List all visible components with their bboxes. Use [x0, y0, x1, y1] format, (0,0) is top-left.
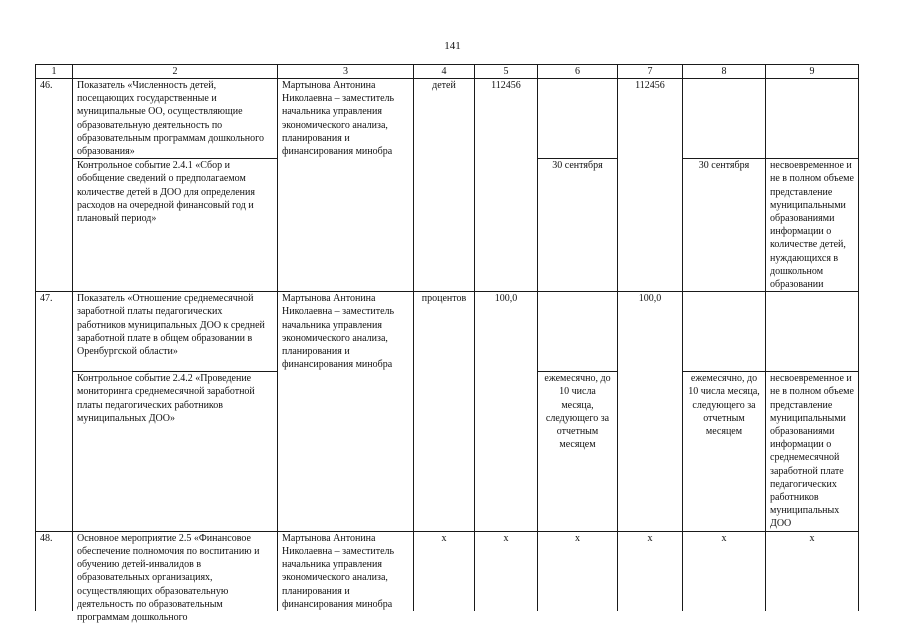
- plan-date-cell: [538, 292, 618, 372]
- plan-value-cell: х: [475, 531, 538, 611]
- event-fact-date-cell: 30 сентября: [683, 159, 766, 292]
- plan-value-cell: 100,0: [475, 292, 538, 531]
- fact-date-cell: [683, 79, 766, 159]
- column-header: 5: [475, 65, 538, 79]
- fact-date-cell: [683, 292, 766, 372]
- responsible-cell: [278, 531, 414, 611]
- unit-cell: детей: [414, 79, 475, 292]
- fact-value-cell: 112456: [618, 79, 683, 292]
- column-header: 7: [618, 65, 683, 79]
- note-cell: [766, 292, 859, 372]
- unit-cell: процентов: [414, 292, 475, 531]
- fact-value-cell: 100,0: [618, 292, 683, 531]
- column-header: 4: [414, 65, 475, 79]
- fact-value-cell: х: [618, 531, 683, 611]
- column-header: 1: [36, 65, 73, 79]
- fact-date-cell: х: [683, 531, 766, 611]
- column-header: 9: [766, 65, 859, 79]
- responsible-text: Мартынова Антонина Николаевна – заместитель начальника управления экономического анализа, планирования и финансирования минобра: [282, 532, 395, 610]
- event-fact-date-cell: ежемесячно, до 10 числа месяца, следующего за отчетным месяцем: [683, 372, 766, 531]
- note-cell: [766, 79, 859, 159]
- column-header: 3: [278, 65, 414, 79]
- responsible-cell: Мартынова Антонина Николаевна – заместитель начальника управления экономического анализа, планирования и финансирования минобра: [278, 79, 414, 292]
- note-cell: х: [766, 531, 859, 611]
- control-event-cell: Контрольное событие 2.4.2 «Проведение мониторинга среднемесячной заработной платы педагогических работников муниципальных ДОО»: [73, 372, 278, 531]
- event-plan-date-cell: ежемесячно, до 10 числа месяца, следующего за отчетным месяцем: [538, 372, 618, 531]
- row-number: 47.: [36, 292, 73, 531]
- indicator-text: Основное мероприятие 2.5 «Финансовое обеспечение полномочия по воспитанию и обучению детей-инвалидов в образовательных организациях, осуществляющих образовательную деятельность по образовательным программам дошкольного: [77, 532, 260, 623]
- column-header: 6: [538, 65, 618, 79]
- page-number: 141: [444, 40, 461, 52]
- plan-value-cell: 112456: [475, 79, 538, 292]
- table-row: [36, 531, 859, 611]
- plan-date-cell: [538, 79, 618, 159]
- column-header: 8: [683, 65, 766, 79]
- table-header-row: [36, 65, 859, 79]
- event-note-cell: несвоевременное и не в полном объеме представление муниципальными образованиями информации о количестве детей, нуждающихся в дошкольном образовании: [766, 159, 859, 292]
- report-table: [35, 64, 859, 623]
- indicator-cell: [73, 531, 278, 623]
- row-number: 48.: [36, 531, 73, 611]
- event-plan-date-cell: 30 сентября: [538, 159, 618, 292]
- column-header: 2: [73, 65, 278, 79]
- table-row: [36, 79, 859, 159]
- indicator-cell: Показатель «Численность детей, посещающих государственные и муниципальные ОО, осуществляющие образовательную деятельность по образовательным программам дошкольного образования»: [73, 79, 278, 159]
- plan-date-cell: х: [538, 531, 618, 611]
- row-number: 46.: [36, 79, 73, 292]
- indicator-cell: Показатель «Отношение среднемесячной заработной платы педагогических работников муниципальных ДОО к средней заработной плате в общем образовании в Оренбургской области»: [73, 292, 278, 372]
- event-note-cell: несвоевременное и не в полном объеме представление муниципальными образованиями информации о среднемесячной заработной плате педагогических работников муниципальных ДОО: [766, 372, 859, 531]
- table-row: [36, 292, 859, 372]
- unit-cell: х: [414, 531, 475, 611]
- responsible-cell: Мартынова Антонина Николаевна – заместитель начальника управления экономического анализа, планирования и финансирования минобра: [278, 292, 414, 531]
- control-event-cell: Контрольное событие 2.4.1 «Сбор и обобщение сведений о предполагаемом количестве детей в ДОО для определения расходов на очередной финансовый год и плановый период»: [73, 159, 278, 292]
